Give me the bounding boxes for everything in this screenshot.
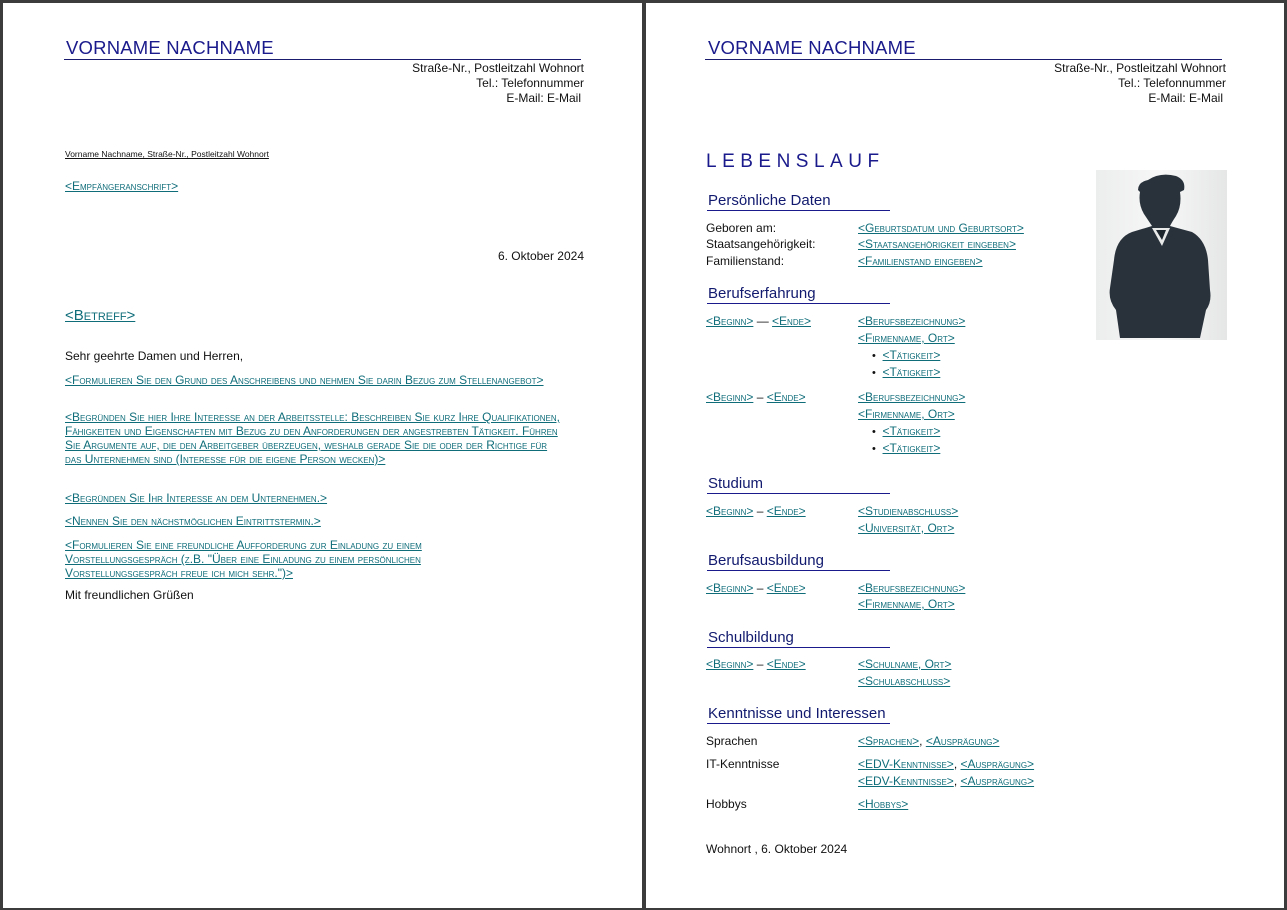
letter-address-block [412, 61, 584, 106]
study-university[interactable]: <Universität, Ort> [858, 521, 955, 535]
section-personal-heading: Persönliche Daten [707, 192, 890, 211]
school-end[interactable]: <Ende> [766, 657, 806, 671]
it-level-1[interactable]: <Ausprägung> [960, 757, 1035, 771]
nationality-label: Staatsangehörigkeit: [706, 237, 816, 251]
languages-row: <Sprachen>, <Ausprägung> [858, 734, 1000, 748]
it-level-2[interactable]: <Ausprägung> [960, 774, 1035, 788]
cover-letter-page [3, 3, 642, 908]
recipient-placeholder[interactable]: <Empfängeranschrift> [65, 179, 179, 193]
marital-status-value[interactable]: <Familienstand eingeben> [858, 254, 983, 268]
work-2-job[interactable]: <Berufsbezeichnung> [858, 390, 966, 404]
study-degree[interactable]: <Studienabschluss> [858, 504, 959, 518]
study-sep: – [756, 504, 764, 518]
languages-label: Sprachen [706, 734, 758, 748]
training-dates [706, 581, 806, 595]
languages-value[interactable]: <Sprachen> [858, 734, 920, 748]
letter-name: VORNAME NACHNAME [66, 37, 274, 58]
paragraph-company-interest[interactable]: <Begründen Sie Ihr Interesse an dem Unternehmen.> [65, 491, 328, 505]
work-2-begin[interactable]: <Beginn> [706, 390, 754, 404]
letter-phone: Tel.: Telefonnummer [476, 76, 584, 90]
work-2-task-1: • <Tätigkeit> [872, 424, 941, 438]
work-1-job[interactable]: <Berufsbezeichnung> [858, 314, 966, 328]
section-study-heading: Studium [707, 475, 890, 494]
work-1-task-2: • <Tätigkeit> [872, 365, 941, 379]
section-work-heading: Berufserfahrung [707, 285, 890, 304]
born-value[interactable]: <Geburtsdatum und Geburtsort> [858, 221, 1024, 235]
born-label: Geboren am: [706, 221, 777, 235]
hobbies-label: Hobbys [706, 797, 747, 811]
profile-photo [1096, 170, 1227, 340]
school-sep: – [756, 657, 764, 671]
cv-name: VORNAME NACHNAME [708, 37, 916, 58]
section-training-heading: Berufsausbildung [707, 552, 890, 571]
work-1-begin[interactable]: <Beginn> [706, 314, 754, 328]
it-skills-label: IT-Kenntnisse [706, 757, 780, 771]
section-skills-heading: Kenntnisse und Interessen [707, 705, 890, 724]
place-date: Wohnort , 6. Oktober 2024 [706, 842, 848, 856]
study-end[interactable]: <Ende> [766, 504, 806, 518]
paragraph-start-date[interactable]: <Nennen Sie den nächstmöglichen Eintrittstermin.> [65, 514, 321, 528]
school-degree[interactable]: <Schulabschluss> [858, 674, 951, 688]
work-2-task-2: • <Tätigkeit> [872, 441, 941, 455]
work-1-end[interactable]: <Ende> [772, 314, 811, 328]
nationality-value[interactable]: <Staatsangehörigkeit eingeben> [858, 237, 1016, 251]
work-entry-1-dates [706, 314, 811, 328]
training-sep: – [756, 581, 764, 595]
cv-address-block [1054, 61, 1226, 106]
salutation: Sehr geehrte Damen und Herren, [65, 349, 244, 363]
letter-address: Straße-Nr., Postleitzahl Wohnort [412, 61, 584, 75]
cv-page [646, 3, 1284, 908]
training-end[interactable]: <Ende> [766, 581, 806, 595]
training-company[interactable]: <Firmenname, Ort> [858, 597, 955, 611]
study-dates [706, 504, 806, 518]
cv-phone: Tel.: Telefonnummer [1118, 76, 1226, 90]
work-1-task-1: • <Tätigkeit> [872, 348, 941, 362]
cv-email: E-Mail: E-Mail [1148, 91, 1223, 105]
cv-title: LEBENSLAUF [706, 151, 885, 172]
school-dates [706, 657, 806, 671]
header-rule [705, 59, 1222, 60]
hobbies-value[interactable]: <Hobbys> [858, 797, 909, 811]
sender-line: Vorname Nachname, Straße-Nr., Postleitzahl Wohnort [65, 149, 269, 159]
cv-address: Straße-Nr., Postleitzahl Wohnort [1054, 61, 1226, 75]
it-skills-row-2: <EDV-Kenntnisse>, <Ausprägung> [858, 774, 1035, 788]
work-1-sep: — [756, 314, 769, 328]
work-2-sep: – [756, 390, 764, 404]
work-2-end[interactable]: <Ende> [766, 390, 806, 404]
languages-level[interactable]: <Ausprägung> [925, 734, 1000, 748]
school-name[interactable]: <Schulname, Ort> [858, 657, 952, 671]
work-2-company[interactable]: <Firmenname, Ort> [858, 407, 955, 421]
section-school-heading: Schulbildung [707, 629, 890, 648]
training-begin[interactable]: <Beginn> [706, 581, 754, 595]
work-entry-2-dates [706, 390, 806, 404]
it-skill-1[interactable]: <EDV-Kenntnisse> [858, 757, 954, 771]
closing: Mit freundlichen Grüßen [65, 588, 194, 602]
paragraph-reason[interactable]: <Formulieren Sie den Grund des Anschreibens und nehmen Sie darin Bezug zum Stellenangebot> [65, 373, 544, 387]
paragraph-invitation[interactable]: <Formulieren Sie eine freundliche Aufforderung zur Einladung zu einem Vorstellungsgespräch (z.B. "Über eine Einladung zu einem persönlichen Vorstellungsgespräch freue ich mich sehr.")> [65, 538, 422, 580]
paragraph-qualifications[interactable]: <Begründen Sie hier Ihre Interesse an der Arbeitsstelle: Beschreiben Sie kurz Ihre Qualifikationen, Fähigkeiten und Eigenschaften mit Bezug zu den Anforderungen der angestrebten Tätigkeit. Führen Sie Argumente auf, die den Arbeitgeber überzeugen, weshalb gerade Sie die oder der Richtige für das Unternehmen sind (Interesse für die eigene Person wecken)> [65, 410, 560, 466]
school-begin[interactable]: <Beginn> [706, 657, 754, 671]
it-skill-2[interactable]: <EDV-Kenntnisse> [858, 774, 954, 788]
letter-date: 6. Oktober 2024 [497, 249, 584, 263]
work-1-company[interactable]: <Firmenname, Ort> [858, 331, 955, 345]
it-skills-row-1: <EDV-Kenntnisse>, <Ausprägung> [858, 757, 1035, 771]
marital-status-label: Familienstand: [706, 254, 785, 268]
training-job[interactable]: <Berufsbezeichnung> [858, 581, 966, 595]
study-begin[interactable]: <Beginn> [706, 504, 754, 518]
subject-placeholder[interactable]: <Betreff> [65, 307, 136, 324]
header-rule [64, 59, 581, 60]
letter-email: E-Mail: E-Mail [506, 91, 581, 105]
